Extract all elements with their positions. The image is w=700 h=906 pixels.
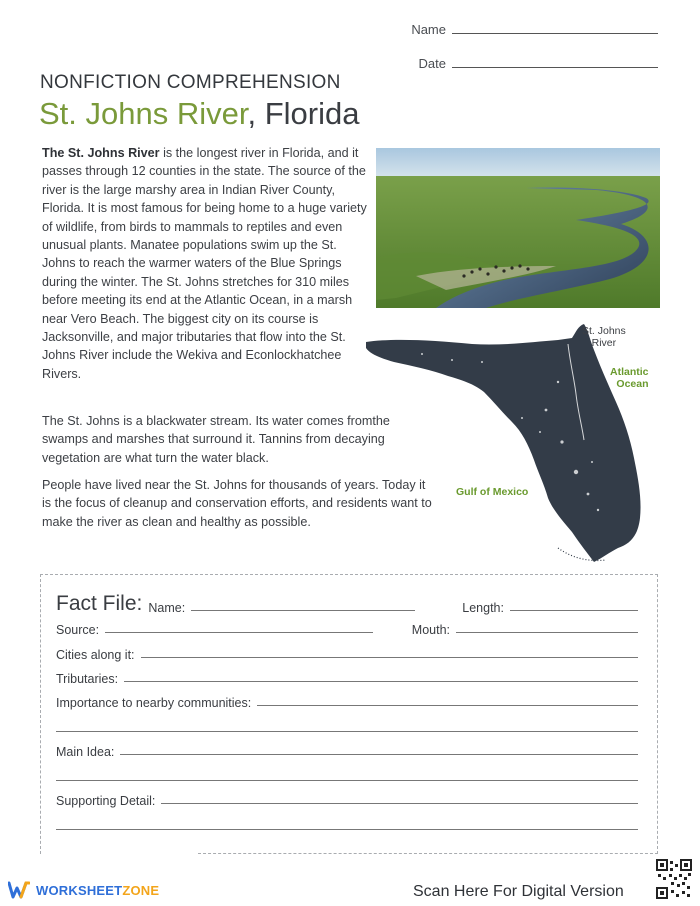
page-title: [39, 95, 359, 133]
date-line[interactable]: [452, 67, 658, 68]
fact-file-cities-input[interactable]: [141, 657, 638, 658]
fact-file-row-main-idea: [56, 745, 638, 759]
fact-file-main-idea-input[interactable]: [120, 754, 638, 755]
fact-file-length-input[interactable]: [510, 610, 638, 611]
fact-file-cities-label: Cities along it:: [56, 648, 135, 662]
fact-file-box: [40, 574, 658, 854]
map-label-atlantic-line1: Atlantic: [610, 366, 649, 378]
date-field-row: [419, 56, 658, 71]
worksheet-zone-logo[interactable]: [8, 880, 159, 900]
scan-prompt: Scan Here For Digital Version: [413, 883, 624, 900]
fact-file-bottom-border: [198, 853, 658, 854]
fact-file-importance-label: Importance to nearby communities:: [56, 696, 252, 710]
map-label-st-johns-river: [582, 325, 626, 349]
section-kicker: NONFICTION COMPREHENSION: [40, 72, 341, 93]
fact-file-row-cities: [56, 648, 638, 662]
title-state: , Florida: [247, 96, 360, 131]
fact-file-tributaries-input[interactable]: [124, 681, 638, 682]
map-label-river-line2: River: [591, 337, 617, 349]
fact-file-row-importance: [56, 696, 638, 710]
fact-file-source-input[interactable]: [105, 632, 373, 633]
fact-file-importance-line-2[interactable]: [56, 731, 638, 732]
article-para1-text: is the longest river in Florida, and it passes through 12 counties in the state. The source of the river is the large marshy area in Indian River County, Florida. It is most famous for being home to a huge variety of wildlife, from birds to mammals to reptiles and even unusual plants. Manatee populations swim up the St. Johns to reach the warmer waters of the Blue Springs during the winter. The St. Johns stretches for 310 miles before meeting its end at the Atlantic Ocean, in a marsh near Vero Beach. The biggest city on its course is Jacksonville, and major tributaries that flow into the St. Johns River include the Wekiva and Econlockhatchee Rivers.: [42, 146, 367, 381]
map-label-gulf-of-mexico: Gulf of Mexico: [456, 486, 529, 498]
fact-file-name-input[interactable]: [191, 610, 415, 611]
fact-file-length-label: Length:: [462, 601, 504, 615]
article-paragraph-2: The St. Johns is a blackwater stream. Its water comes fromthe swamps and marshes that surround it. Tannins from decaying vegetation are what turn the water black.: [42, 414, 390, 465]
fact-file-source-label: Source:: [56, 623, 100, 637]
fact-file-row-source: [56, 623, 638, 637]
fact-file-heading: Fact File:: [56, 592, 143, 615]
map-label-atlantic-ocean: [610, 366, 649, 390]
name-field-row: [411, 22, 658, 37]
article-paragraph-3: People have lived near the St. Johns for thousands of years. Today it is the focus of cleanup and conservation efforts, and residents want to make the river as clean and healthy as possible.: [42, 478, 432, 529]
fact-file-supporting-line-2[interactable]: [56, 829, 638, 830]
qr-code-icon[interactable]: [656, 859, 692, 899]
map-label-river-line1: St. Johns: [582, 325, 626, 337]
logo-word-zone: ZONE: [122, 882, 160, 898]
fact-file-row-name: [56, 593, 638, 615]
fact-file-main-idea-line-2[interactable]: [56, 780, 638, 781]
map-label-atlantic-line2: Ocean: [616, 378, 649, 390]
name-line[interactable]: [452, 33, 658, 34]
florida-map: [362, 322, 658, 568]
fact-file-row-supporting-detail: [56, 794, 638, 808]
name-label: Name: [411, 22, 446, 37]
fact-file-importance-input[interactable]: [257, 705, 638, 706]
fact-file-tributaries-label: Tributaries:: [56, 672, 119, 686]
logo-text: [36, 883, 159, 898]
fact-file-row-tributaries: [56, 672, 638, 686]
article-lead-bold: The St. Johns River: [42, 146, 160, 160]
logo-word-worksheet: WORKSHEET: [36, 882, 123, 898]
title-river-name: St. Johns River: [39, 96, 248, 131]
florida-shape: [366, 324, 641, 562]
logo-w-icon: [8, 880, 30, 900]
fact-file-name-label: Name:: [148, 601, 186, 615]
fact-file-main-idea-label: Main Idea:: [56, 745, 115, 759]
fact-file-supporting-label: Supporting Detail:: [56, 794, 156, 808]
fact-file-supporting-input[interactable]: [161, 803, 638, 804]
article-paragraph-1: [42, 144, 368, 392]
date-label: Date: [418, 56, 446, 71]
fact-file-mouth-label: Mouth:: [411, 623, 450, 637]
fact-file-mouth-input[interactable]: [456, 632, 638, 633]
river-photo: [376, 148, 660, 308]
